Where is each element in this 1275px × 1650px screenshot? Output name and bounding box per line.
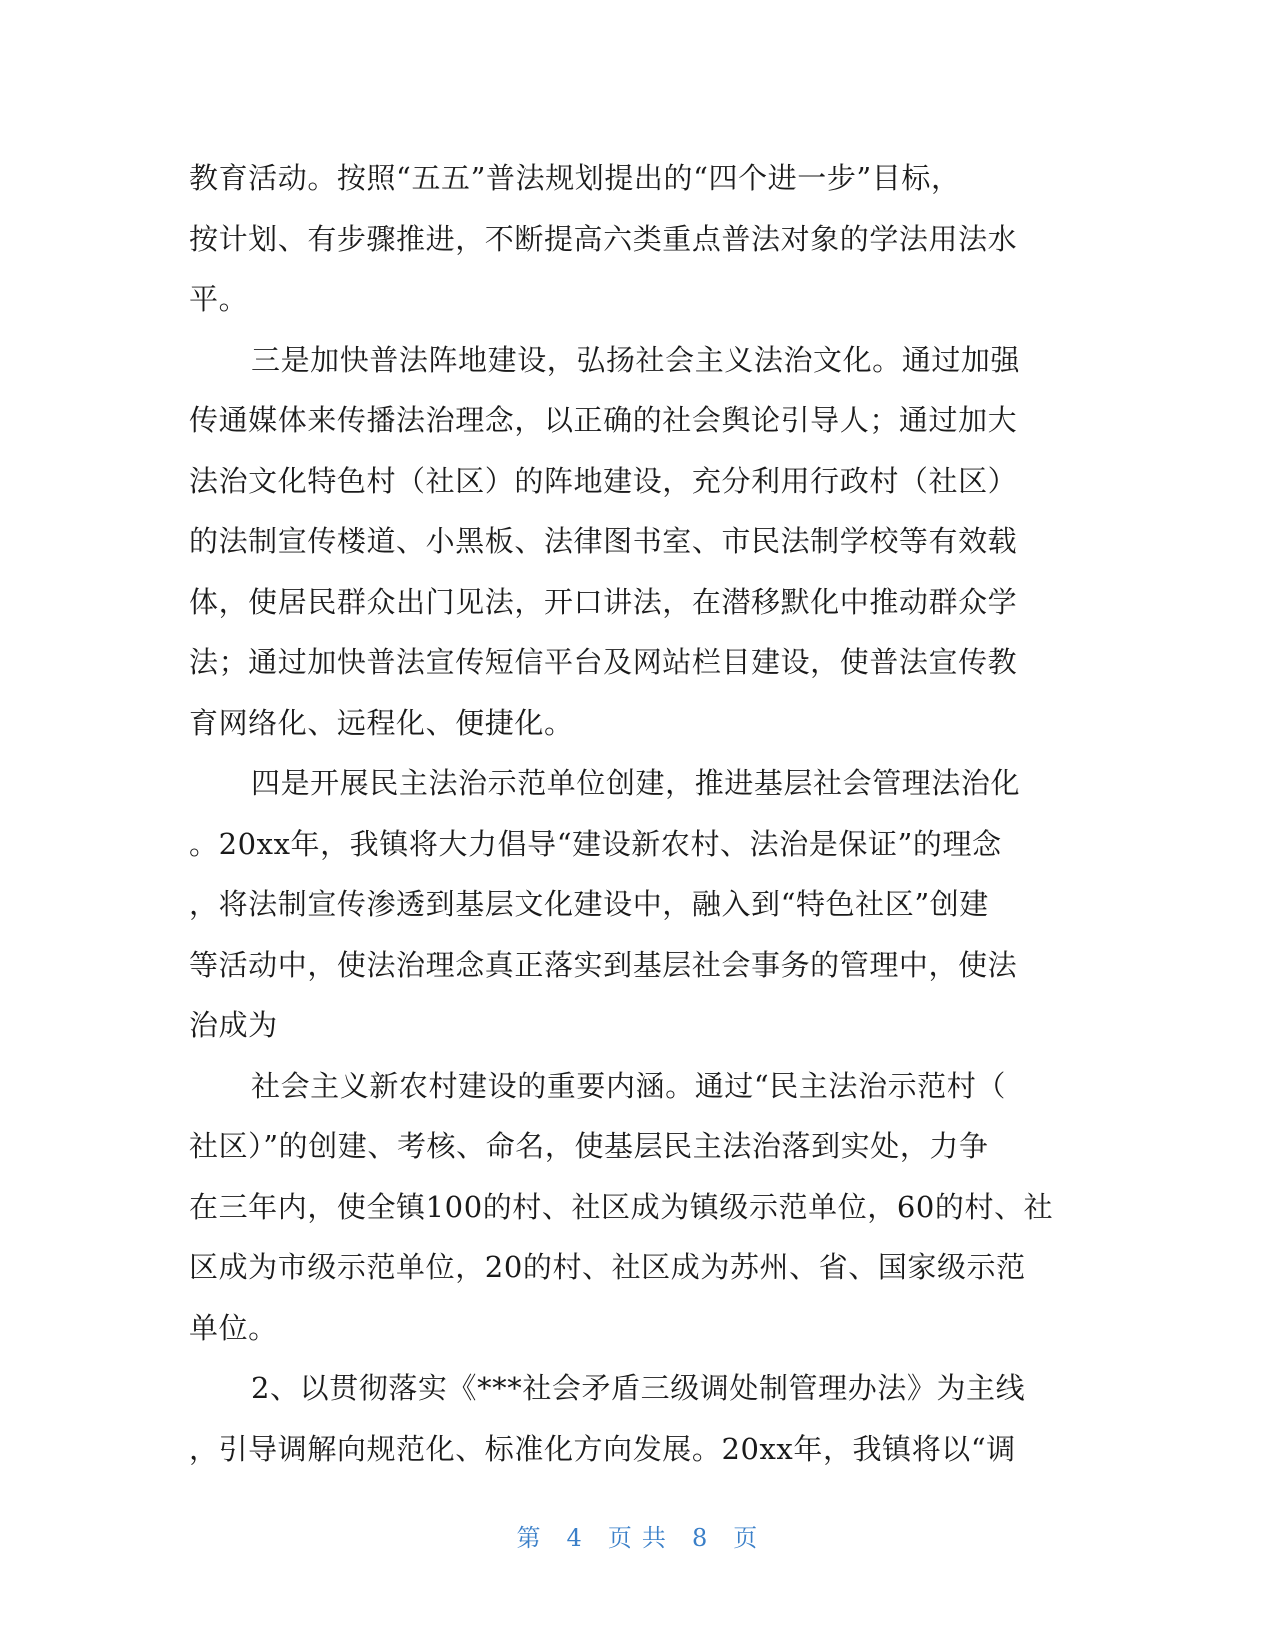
text-line: 按计划、有步骤推进，不断提高六类重点普法对象的学法用法水 [189,221,1018,256]
text-line: 法；通过加快普法宣传短信平台及网站栏目建设，使普法宣传教 [189,645,1018,679]
text-line: 育网络化、远程化、便捷化。 [189,705,574,740]
text-line: ，将法制宣传渗透到基层文化建设中，融入到“特色社区”创建 [189,887,989,921]
body-text [189,148,1069,1479]
text-line: 等活动中，使法治理念真正落实到基层社会事务的管理中，使法 [189,947,1018,982]
text-line: 单位。 [189,1310,278,1345]
text-line: 平。 [189,282,249,316]
text-line: 社区）”的创建、考核、命名，使基层民主法治落到实处，力争 [189,1129,989,1163]
text-line: 法治文化特色村（社区）的阵地建设，充分利用行政村（社区） [189,463,1018,498]
text-line: 的法制宣传楼道、小黑板、法律图书室、市民法制学校等有效载 [189,524,1018,558]
paragraph-start-line: 2、以贯彻落实《***社会矛盾三级调处制管理办法》为主线 [251,1371,1026,1405]
text-line: 区成为市级示范单位，20的村、社区成为苏州、省、国家级示范 [189,1250,1026,1284]
text-line: 教育活动。按照“五五”普法规划提出的“四个进一步”目标， [189,161,961,195]
page-footer [0,1518,1275,1553]
text-line: ，引导调解向规范化、标准化方向发展。20xx年，我镇将以“调 [189,1431,1016,1466]
text-line: 治成为 [189,1008,278,1042]
current-page-number: 4 [566,1524,584,1552]
paragraph-start-line: 三是加快普法阵地建设，弘扬社会主义法治文化。通过加强 [251,342,1021,377]
total-pages: 8 [691,1524,709,1552]
paragraph-start-line: 社会主义新农村建设的重要内涵。通过“民主法治示范村（ [251,1068,1006,1103]
text-line: 在三年内，使全镇100的村、社区成为镇级示范单位，60的村、社 [189,1189,1054,1224]
text-line: 传通媒体来传播法治理念，以正确的社会舆论引导人；通过加大 [189,403,1018,437]
page-label-prefix: 第 [516,1524,542,1552]
paragraph-start-line: 四是开展民主法治示范单位创建，推进基层社会管理法治化 [251,766,1021,800]
text-line: 。20xx年，我镇将大力倡导“建设新农村、法治是保证”的理念 [189,826,1002,861]
page-label-suffix: 页 [733,1524,759,1552]
page-label-mid: 页 共 [607,1524,668,1552]
text-line: 体，使居民群众出门见法，开口讲法，在潜移默化中推动群众学 [189,584,1018,619]
